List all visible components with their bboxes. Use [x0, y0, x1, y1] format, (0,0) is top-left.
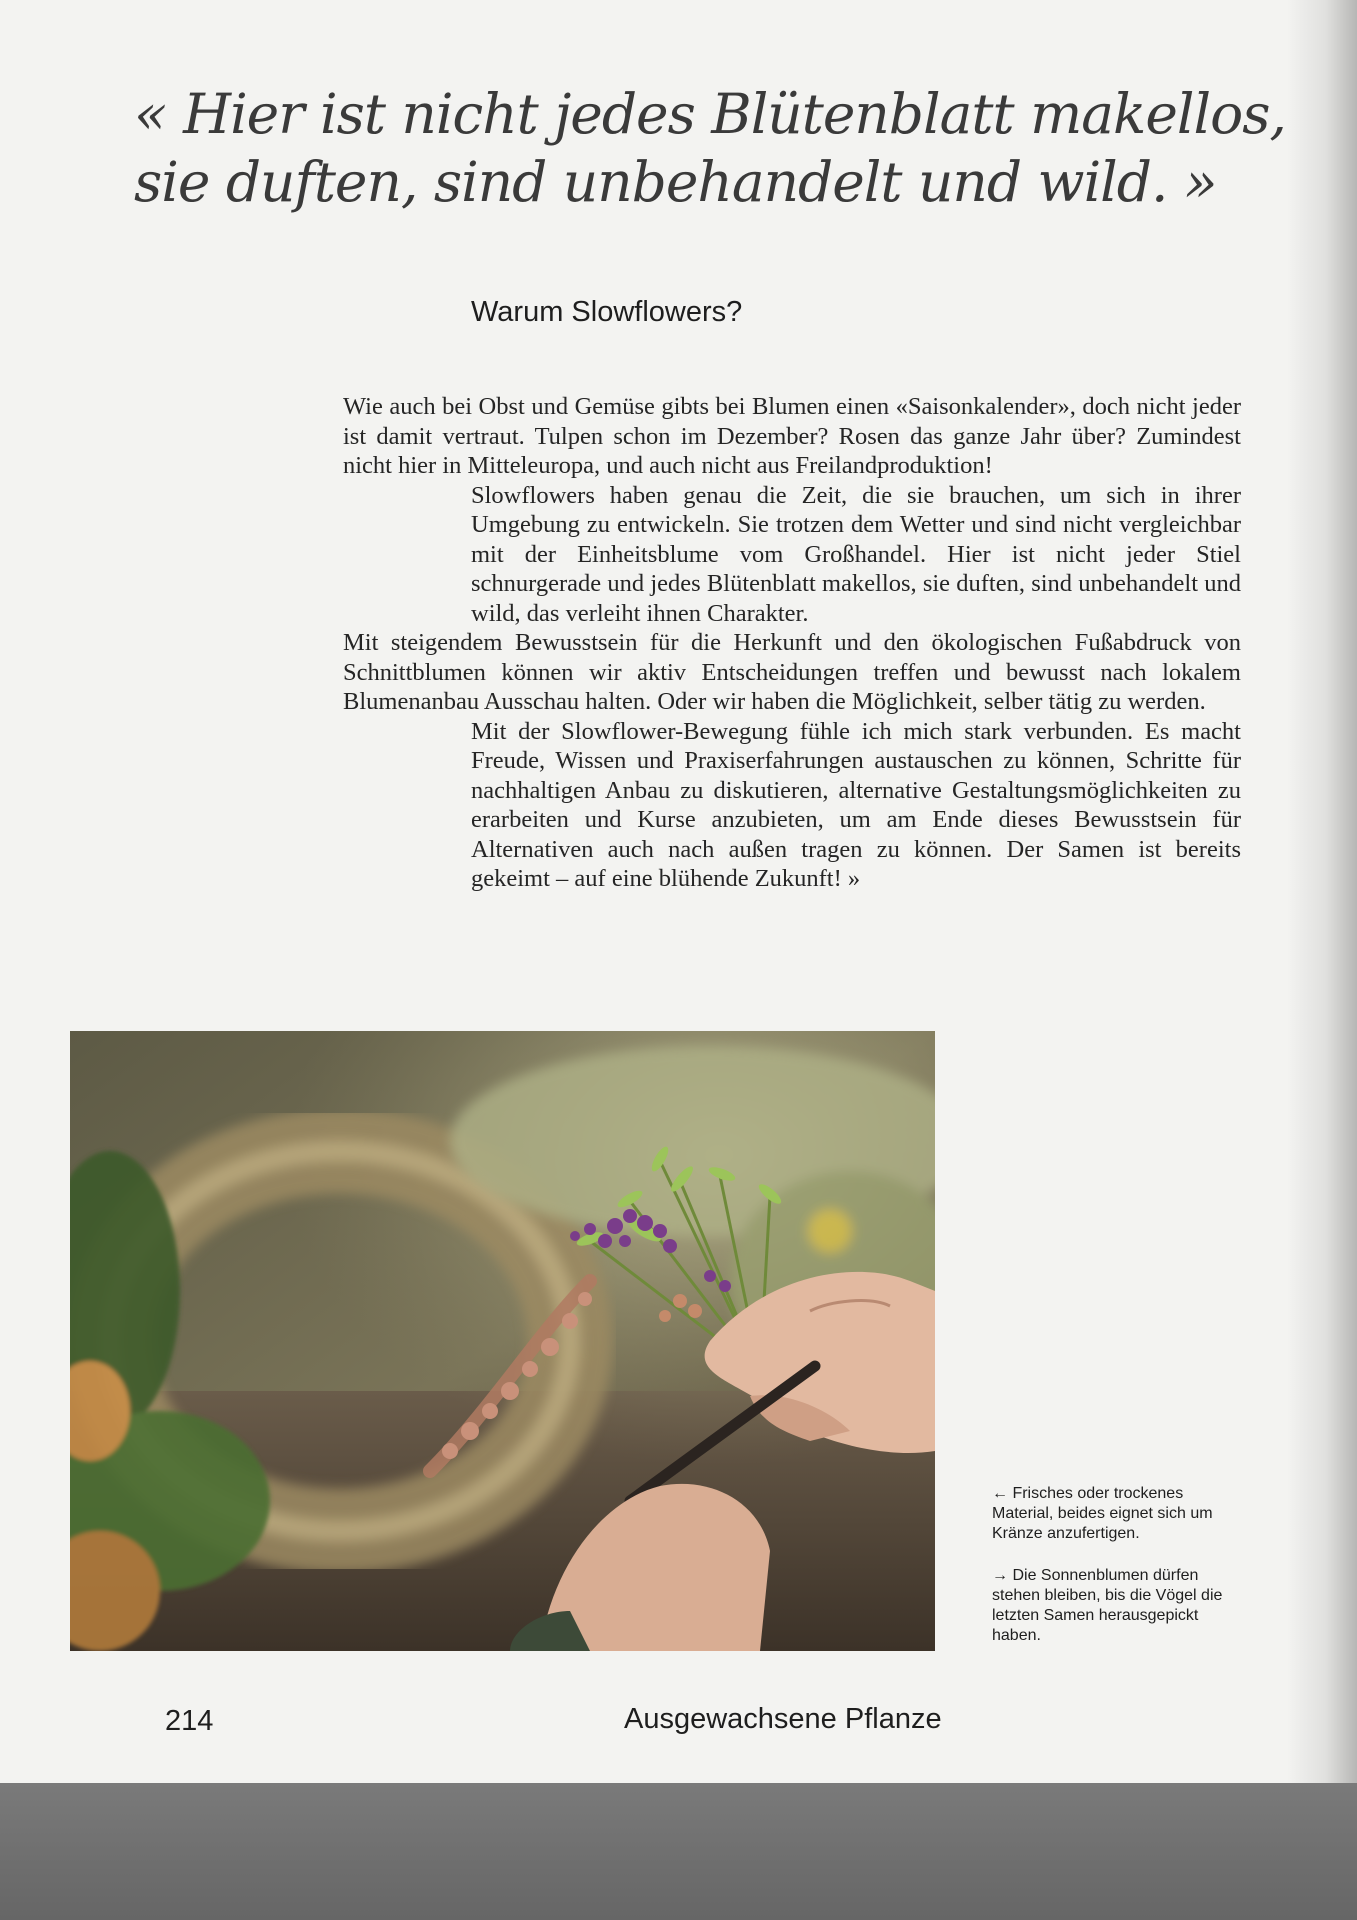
pull-quote: [134, 80, 1286, 216]
photo-caption-2: [992, 1566, 1232, 1646]
scanner-background: [0, 1783, 1357, 1920]
paragraph-1: Wie auch bei Obst und Gemüse gibts bei Blumen einen «Saisonkalender», doch nicht jeder ist damit vertraut. Tulpen schon im Dezember? Rosen das ganze Jahr über? Zumindest nicht hier in Mitteleuropa, und auch nicht aus Freilandproduktion!: [343, 393, 1241, 479]
photo-caption-1-text: Frisches oder trockenes Material, beides eignet sich um Kränze anzufertigen.: [992, 1485, 1213, 1542]
pull-quote-line-2: sie duften, sind unbehandelt und wild. »: [134, 150, 1217, 214]
arrow-left-icon: ←: [992, 1485, 1008, 1502]
body-text: [343, 392, 1241, 894]
chapter-title: Ausgewachsene Pflanze: [624, 1703, 942, 1735]
paragraph-3: Mit steigendem Bewusstsein für die Herkunft und den ökologischen Fußabdruck von Schnittblumen können wir aktiv Entscheidungen treffen und bewusst nach lokalem Blumenanbau Ausschau halten. Oder wir haben die Möglichkeit, selber tätig zu werden.: [343, 629, 1241, 715]
photo-caption-1: [992, 1484, 1232, 1544]
page-edge-shadow: [1287, 0, 1357, 1783]
photo-caption-2-text: Die Sonnenblumen dürfen stehen bleiben, bis die Vögel die letzten Samen herausgepickt haben.: [992, 1567, 1223, 1644]
section-heading: Warum Slowflowers?: [471, 296, 743, 328]
photo-illustration: [70, 1031, 935, 1651]
paragraph-4: Mit der Slowflower-Bewegung fühle ich mich stark verbunden. Es macht Freude, Wissen und Praxiserfahrungen austauschen zu können, Schritte für nachhaltigen Anbau zu diskutieren, alternative Gestaltungsmöglichkeiten zu erarbeiten und Kurse anzubieten, um am Ende dieses Bewusstsein für Alternativen auch nach außen tragen zu können. Der Samen ist bereits gekeimt – auf eine blühende Zukunft! »: [471, 717, 1241, 892]
arrow-right-icon: →: [992, 1567, 1008, 1584]
pull-quote-line-1: « Hier ist nicht jedes Blütenblatt makellos,: [134, 82, 1286, 146]
wreath-making-photo: [70, 1031, 935, 1651]
page-number: 214: [165, 1705, 214, 1737]
paragraph-2: Slowflowers haben genau die Zeit, die sie brauchen, um sich in ihrer Umgebung zu entwickeln. Sie trotzen dem Wetter und sind nicht vergleichbar mit der Einheitsblume vom Großhandel. Hier ist nicht jeder Stiel schnurgerade und jedes Blütenblatt makellos, sie duften, sind unbehandelt und wild, das verleiht ihnen Charakter.: [471, 481, 1241, 627]
